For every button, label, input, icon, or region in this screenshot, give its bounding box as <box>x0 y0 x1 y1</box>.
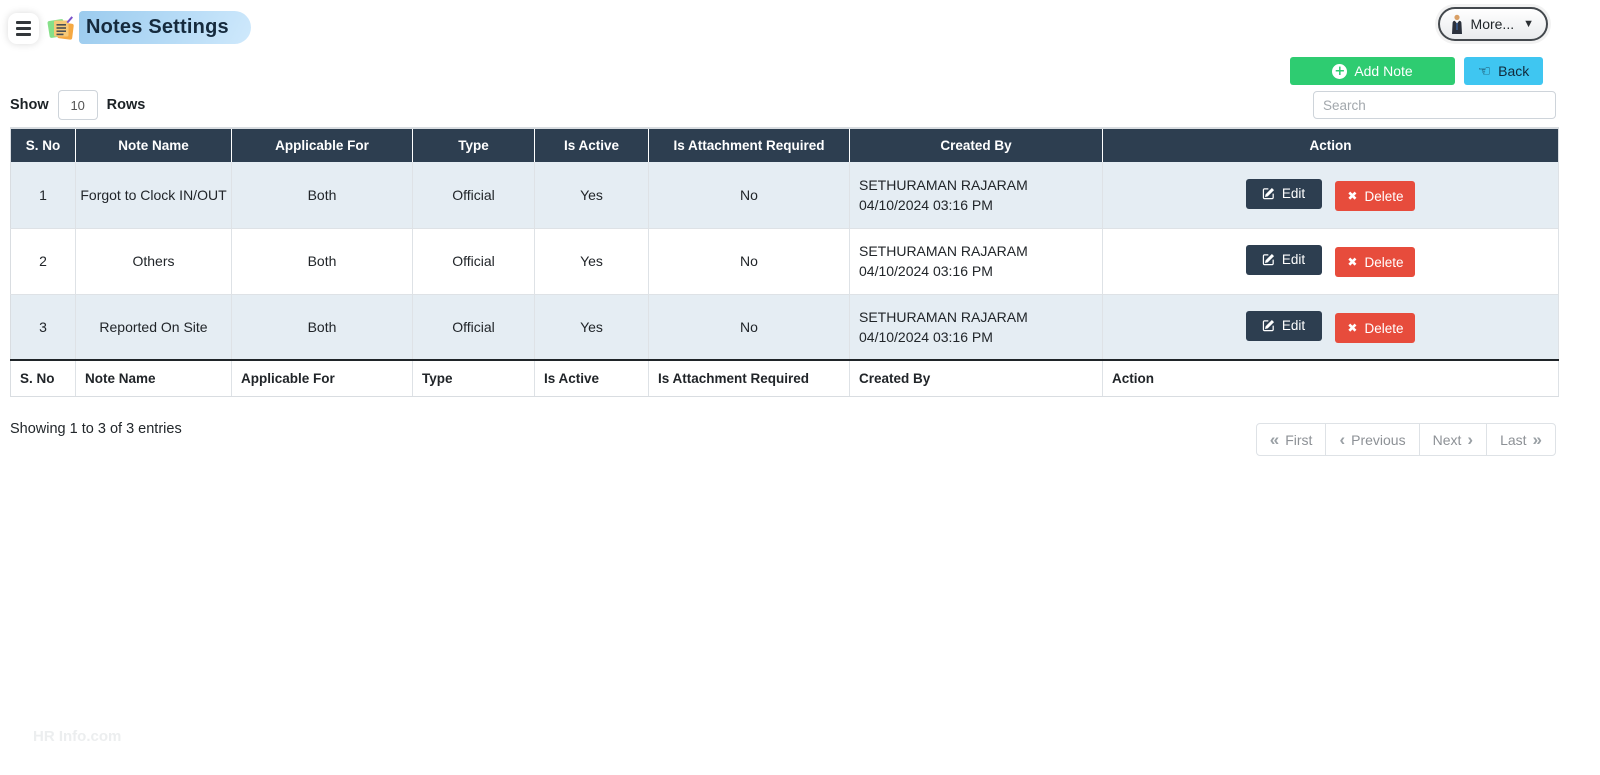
created-by-name: SETHURAMAN RAJARAM <box>859 176 1028 193</box>
cell-applicable-for: Both <box>232 162 413 228</box>
cell-is-active: Yes <box>535 162 649 228</box>
footer-action: Action <box>1103 360 1559 396</box>
edit-button[interactable] <box>1246 245 1322 275</box>
search-input[interactable] <box>1313 91 1556 119</box>
cell-action <box>1103 294 1559 360</box>
created-by-date: 04/10/2024 03:16 PM <box>859 263 993 279</box>
edit-label: Edit <box>1281 318 1306 333</box>
footer-s-no: S. No <box>11 360 76 396</box>
notes-table <box>10 127 1559 397</box>
delete-icon: ✖ <box>1347 255 1358 270</box>
pagination <box>1256 423 1556 456</box>
table-header-row <box>11 128 1559 162</box>
delete-label: Delete <box>1364 188 1404 204</box>
table-row <box>11 294 1559 360</box>
created-by-name: SETHURAMAN RAJARAM <box>859 308 1028 325</box>
header-type: Type <box>413 128 535 162</box>
last-label: Last <box>1500 431 1527 448</box>
delete-button[interactable] <box>1335 313 1415 343</box>
cell-s-no: 1 <box>11 162 76 228</box>
page-title: Notes Settings <box>79 11 251 44</box>
last-page-icon: » <box>1532 430 1542 449</box>
edit-label: Edit <box>1281 252 1306 268</box>
header-action: Action <box>1103 128 1559 162</box>
header-is-attachment-required: Is Attachment Required <box>649 128 850 162</box>
pagination-last-button[interactable] <box>1486 423 1556 456</box>
header-s-no: S. No <box>11 128 76 162</box>
edit-label: Edit <box>1281 186 1306 201</box>
cell-s-no: 2 <box>11 228 76 294</box>
table-row <box>11 162 1559 228</box>
hamburger-menu-button[interactable] <box>8 13 39 44</box>
cell-action <box>1103 162 1559 228</box>
previous-page-icon: ‹ <box>1339 430 1346 449</box>
show-label: Show <box>10 97 49 113</box>
cell-action <box>1103 228 1559 294</box>
cell-type: Official <box>413 228 535 294</box>
cell-is-attachment-required: No <box>649 162 850 228</box>
table-footer-row <box>11 360 1559 396</box>
back-label: Back <box>1498 63 1530 79</box>
add-note-button[interactable] <box>1290 57 1455 85</box>
cell-applicable-for: Both <box>232 294 413 360</box>
rows-per-page-control <box>10 90 145 120</box>
footer-applicable-for: Applicable For <box>232 360 413 396</box>
add-note-label: Add Note <box>1354 63 1413 79</box>
created-by-name: SETHURAMAN RAJARAM <box>859 243 1028 259</box>
first-page-icon: « <box>1269 430 1280 449</box>
cell-note-name: Others <box>76 228 232 294</box>
back-hand-icon: ☜ <box>1477 62 1492 80</box>
showing-entries-text: Showing 1 to 3 of 3 entries <box>10 421 182 437</box>
cell-created-by <box>850 228 1103 294</box>
edit-button[interactable] <box>1246 179 1322 209</box>
first-label: First <box>1285 431 1313 448</box>
cell-is-active: Yes <box>535 294 649 360</box>
rows-label: Rows <box>106 97 146 113</box>
cell-applicable-for: Both <box>232 228 413 294</box>
previous-label: Previous <box>1351 431 1406 448</box>
cell-s-no: 3 <box>11 294 76 360</box>
cell-note-name: Reported On Site <box>76 294 232 360</box>
more-button[interactable] <box>1438 7 1548 41</box>
delete-icon: ✖ <box>1347 321 1358 335</box>
footer-note-name: Note Name <box>76 360 232 396</box>
footer-created-by: Created By <box>850 360 1103 396</box>
notes-icon <box>46 13 77 44</box>
more-label: More... <box>1470 16 1515 32</box>
edit-button[interactable] <box>1246 311 1322 341</box>
cell-type: Official <box>413 294 535 360</box>
back-button[interactable] <box>1464 57 1543 85</box>
edit-icon <box>1262 187 1275 200</box>
header-note-name: Note Name <box>76 128 232 162</box>
delete-button[interactable] <box>1335 247 1415 277</box>
person-icon <box>1450 14 1464 35</box>
header-is-active: Is Active <box>535 128 649 162</box>
cell-is-attachment-required: No <box>649 228 850 294</box>
plus-icon: + <box>1332 64 1347 79</box>
edit-icon <box>1262 253 1275 266</box>
cell-created-by <box>850 162 1103 228</box>
cell-note-name: Forgot to Clock IN/OUT <box>76 162 232 228</box>
created-by-date: 04/10/2024 03:16 PM <box>859 196 993 213</box>
table-row <box>11 228 1559 294</box>
caret-down-icon: ▼ <box>1523 18 1534 30</box>
cell-is-attachment-required: No <box>649 294 850 360</box>
header-created-by: Created By <box>850 128 1103 162</box>
watermark: HR Info.com <box>33 728 122 745</box>
rows-per-page-input[interactable] <box>58 90 98 120</box>
delete-label: Delete <box>1364 320 1404 336</box>
pagination-previous-button[interactable] <box>1325 423 1419 456</box>
cell-is-active: Yes <box>535 228 649 294</box>
pagination-first-button[interactable] <box>1256 423 1327 456</box>
cell-type: Official <box>413 162 535 228</box>
next-page-icon: › <box>1467 430 1474 449</box>
pagination-next-button[interactable] <box>1419 423 1487 456</box>
edit-icon <box>1262 319 1275 332</box>
delete-label: Delete <box>1364 254 1404 270</box>
footer-is-attachment-required: Is Attachment Required <box>649 360 850 396</box>
next-label: Next <box>1432 431 1462 448</box>
created-by-date: 04/10/2024 03:16 PM <box>859 328 993 345</box>
hamburger-icon <box>16 21 31 36</box>
footer-type: Type <box>413 360 535 396</box>
delete-button[interactable] <box>1335 181 1415 211</box>
cell-created-by <box>850 294 1103 360</box>
header-applicable-for: Applicable For <box>232 128 413 162</box>
delete-icon: ✖ <box>1347 189 1358 203</box>
footer-is-active: Is Active <box>535 360 649 396</box>
